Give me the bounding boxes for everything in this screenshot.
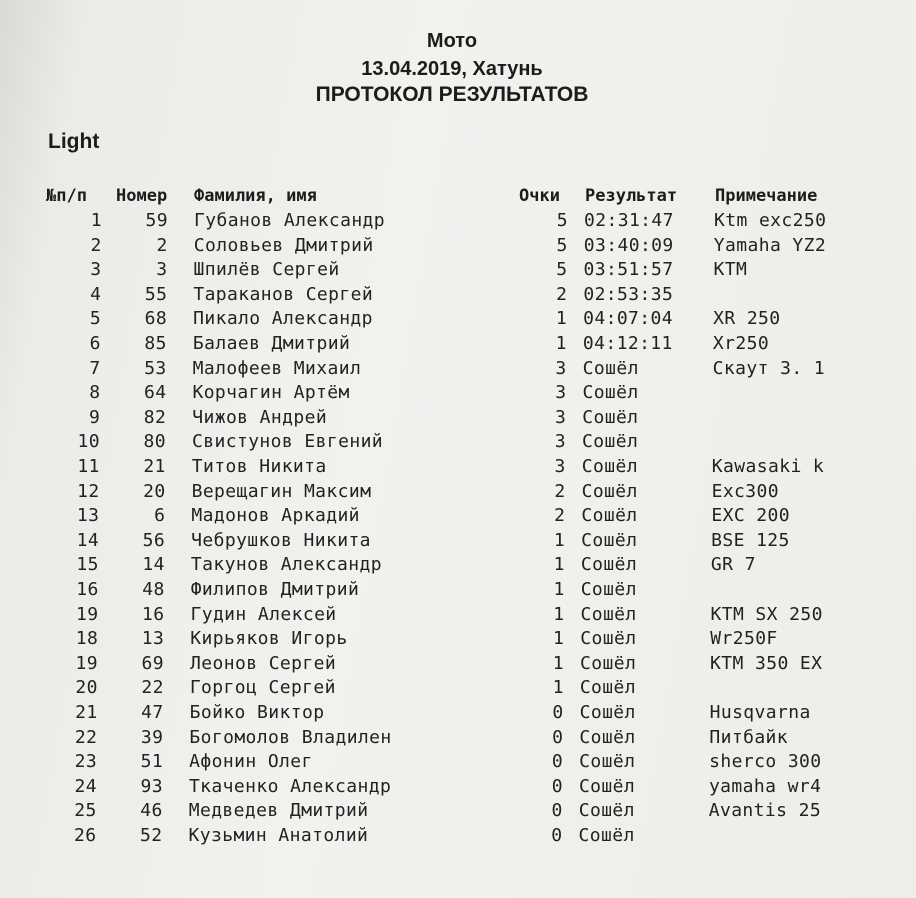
row-points: 3 [554,456,566,477]
row-result: 03:40:09 [583,234,674,256]
row-points: 2 [554,480,566,502]
row-points: 3 [555,382,567,404]
row-name: Пикало Александр [193,308,373,330]
row-pos: 25 [74,800,97,822]
row-number: 52 [140,825,163,846]
row-result: Сошёл [582,357,639,379]
row-name: Губанов Александр [194,210,386,231]
row-result: Сошёл [581,456,638,477]
row-note: Kawasaki k [711,456,825,477]
row-pos: 3 [90,259,102,281]
row-result: 02:53:35 [583,283,674,305]
row-name: Такунов Александр [190,554,382,576]
row-number: 20 [143,480,166,502]
row-pos: 23 [74,751,98,773]
row-result: Сошёл [578,800,635,822]
row-result: Сошёл [580,628,637,650]
row-pos: 1 [90,210,102,231]
row-name: Соловьев Дмитрий [193,234,374,256]
row-points: 3 [554,431,567,453]
row-result: Сошёл [582,382,639,404]
row-result: Сошёл [580,603,637,625]
row-note: EXC 200 [711,505,791,527]
row-number: 21 [143,456,166,477]
row-number: 47 [141,702,164,723]
row-number: 13 [141,628,165,650]
row-number: 82 [143,406,167,428]
row-points: 5 [556,234,568,256]
row-name: Мадонов Аркадий [191,505,360,527]
row-points: 1 [553,603,565,625]
row-number: 68 [144,308,168,330]
header-name: Фамилия, имя [194,186,317,206]
row-result: Сошёл [581,505,638,527]
row-note: Скаут 3. 1 [712,357,826,379]
row-result: Сошёл [579,726,636,748]
row-number: 16 [141,603,165,625]
row-note: sherco 300 [709,751,822,773]
row-points: 1 [552,677,564,699]
row-name: Бойко Виктор [189,702,325,723]
row-number: 56 [142,529,166,551]
row-number: 48 [142,579,165,600]
row-result: Сошёл [578,825,635,846]
row-number: 6 [154,505,166,527]
row-points: 3 [554,406,567,428]
row-name: Малофеев Михаил [192,357,362,379]
row-name: Тараканов Сергей [193,283,374,305]
row-points: 5 [556,210,568,231]
row-note: Yamaha YZ2 [713,234,827,256]
row-number: 55 [144,283,168,305]
header-points: Очки [519,186,560,206]
row-points: 1 [553,529,566,551]
row-number: 2 [156,234,168,256]
row-result: Сошёл [579,751,636,773]
row-pos: 20 [75,677,98,699]
row-points: 0 [551,825,563,846]
row-note: Ktm exc250 [714,210,827,231]
row-number: 39 [140,726,164,748]
row-pos: 13 [76,505,100,527]
row-pos: 11 [77,456,100,477]
document-title-line-1: Мото [426,30,478,52]
row-name: Филипов Дмитрий [190,579,360,600]
row-result: Сошёл [580,554,638,576]
row-pos: 5 [89,308,102,330]
row-result: 04:12:11 [582,333,673,354]
row-result: Сошёл [582,431,639,453]
row-number: 59 [145,210,168,231]
row-result: 04:07:04 [583,308,674,330]
row-pos: 4 [90,283,102,305]
row-number: 64 [143,382,167,404]
row-number: 46 [140,800,163,822]
row-name: Ткаченко Александр [188,775,392,797]
row-name: Свистунов Евгений [192,431,384,453]
row-note: XR 250 [713,308,781,330]
row-name: Титов Никита [191,456,327,477]
row-result: 02:31:47 [584,210,674,231]
row-note: Avantis 25 [708,800,822,822]
row-pos: 8 [89,382,101,404]
row-name: Афонин Олег [189,751,313,773]
header-note: Примечание [715,186,818,206]
row-points: 3 [555,357,567,379]
row-note: yamaha wr4 [708,775,822,797]
row-note: Xr250 [712,333,770,354]
row-points: 0 [552,726,564,748]
row-name: Шпилёв Сергей [193,259,340,281]
row-pos: 15 [76,554,99,576]
row-note: BSE 125 [711,529,790,551]
row-result: Сошёл [579,702,636,723]
row-note: Exc300 [711,480,779,502]
row-result: Сошёл [581,529,638,551]
row-number: 80 [143,431,167,453]
header-pos: №п/п [46,186,87,206]
row-number: 53 [144,357,167,379]
row-number: 22 [141,677,164,699]
row-result: Сошёл [581,480,638,502]
row-result: Сошёл [580,579,637,600]
row-name: Леонов Сергей [190,652,337,674]
row-number: 14 [142,554,165,576]
row-points: 0 [551,751,564,773]
row-pos: 19 [75,603,99,625]
row-name: Богомолов Владилен [189,726,392,748]
row-name: Чебрушков Никита [191,529,371,551]
row-number: 85 [144,333,167,354]
row-pos: 12 [77,480,100,502]
row-result: 03:51:57 [583,259,674,281]
row-name: Кузьмин Анатолий [188,825,369,846]
row-number: 69 [141,652,165,674]
row-name: Корчагин Артём [192,382,350,404]
row-points: 1 [553,554,565,576]
document-date-location: 13.04.2019, Хатунь [361,58,543,80]
row-note: KTM 350 EX [710,652,823,674]
row-name: Гудин Алексей [190,603,337,625]
row-points: 0 [552,702,564,723]
row-name: Медведев Дмитрий [188,800,369,822]
row-name: Горгоц Сергей [189,677,336,699]
row-points: 1 [553,579,565,600]
row-pos: 14 [76,529,100,551]
row-points: 1 [552,652,565,674]
row-pos: 26 [74,825,97,846]
row-name: Кирьяков Игорь [190,628,348,650]
row-name: Балаев Дмитрий [192,333,351,354]
row-points: 1 [553,628,565,650]
row-pos: 6 [89,333,101,354]
row-pos: 24 [74,775,97,797]
category-label: Light [48,130,100,153]
row-pos: 9 [88,406,101,428]
row-result: Сошёл [579,677,636,699]
row-name: Верещагин Максим [191,480,372,502]
row-pos: 21 [75,702,98,723]
row-pos: 18 [75,628,99,650]
row-result: Сошёл [582,406,639,428]
row-points: 5 [556,259,568,281]
row-points: 0 [551,775,563,797]
row-result: Сошёл [580,652,637,674]
row-pos: 2 [90,234,102,256]
row-note: KTM [713,259,748,281]
header-result: Результат [585,186,678,206]
row-note: Wr250F [710,628,778,650]
row-note: GR 7 [710,554,756,576]
row-points: 1 [555,308,568,330]
row-points: 0 [551,800,563,822]
row-pos: 19 [75,652,99,674]
header-number: Номер [116,186,168,206]
row-note: Husqvarna [709,702,811,723]
row-points: 2 [556,283,568,305]
row-note: Питбайк [709,726,789,748]
row-name: Чижов Андрей [192,406,328,428]
row-pos: 10 [77,431,101,453]
row-note: KTM SX 250 [710,603,823,625]
row-pos: 7 [89,357,101,379]
row-number: 93 [140,775,163,797]
row-number: 51 [140,751,164,773]
row-points: 1 [555,333,567,354]
row-number: 3 [156,259,168,281]
row-points: 2 [554,505,566,527]
row-pos: 22 [74,726,98,748]
row-result: Сошёл [578,775,636,797]
document-title-protocol: ПРОТОКОЛ РЕЗУЛЬТАТОВ [315,83,589,106]
row-pos: 16 [76,579,99,600]
